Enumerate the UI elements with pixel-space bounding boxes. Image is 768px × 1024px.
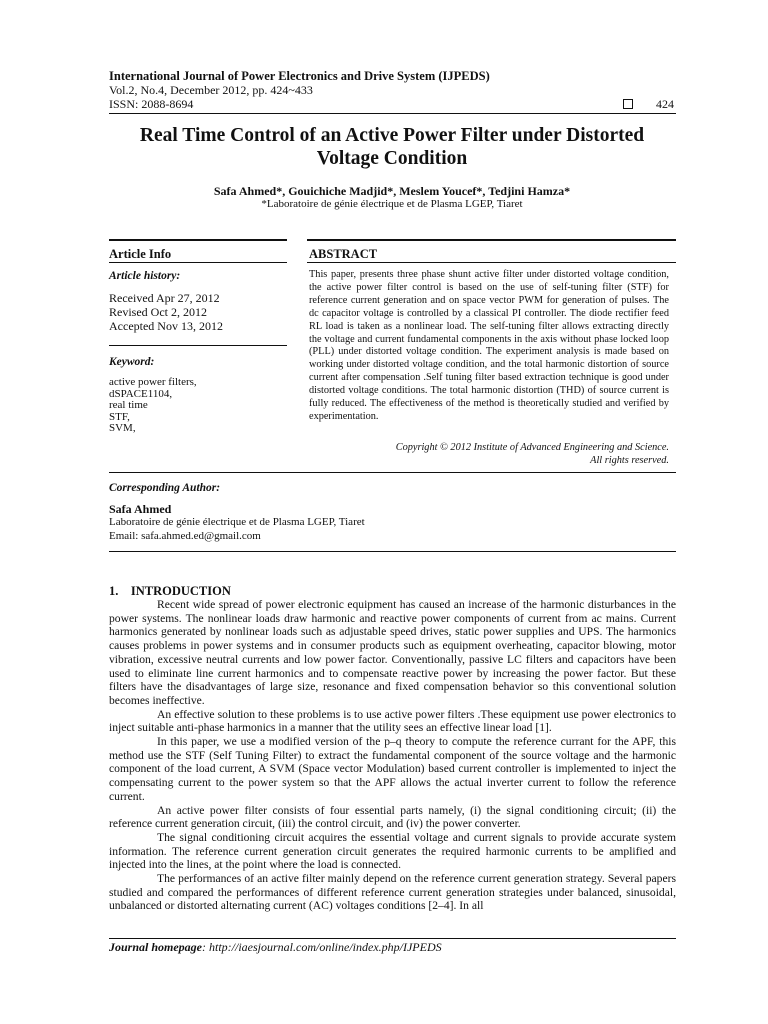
keyword-heading: Keyword: [109,356,155,368]
abstract-top-rule [307,239,676,241]
body-paragraph: The performances of an active filter mainly depend on the reference current generation strategy. Several papers studied and compared the performances of different reference current generation strategies under balanced, sinusoidal, unbalanced or distorted alternating current (AC) voltages conditions [2–4]. In all [109,872,676,913]
body-paragraph: An active power filter consists of four essential parts namely, (i) the signal conditioning circuit; (ii) the reference current generation circuit, (iii) the control circuit, and (iv) the power converter. [109,803,676,831]
copyright-line-1: Copyright © 2012 Institute of Advanced Engineering and Science. [395,442,669,453]
journal-homepage-label: Journal homepage [109,940,203,954]
title-line-2: Voltage Condition [316,148,468,169]
footer-rule [109,938,676,939]
corresponding-bottom-rule [109,551,676,552]
corresponding-author-affiliation: Laboratoire de génie électrique et de Plasma LGEP, Tiaret [109,516,365,528]
accepted-date: Accepted Nov 13, 2012 [109,319,223,333]
journal-issn: ISSN: 2088-8694 [109,97,194,111]
body-paragraph: In this paper, we use a modified version of the p–q theory to compute the reference currant for the APF, this method use the STF (Self Tuning Filter) to extract the fundamental component of the source voltage and the harmonic component of the load current, A SVM (Space vector Modulation) based current controller is implemented to inject the compensating current to the power system so that the APF allows the actual inverter current to follow the reference current. [109,735,676,803]
introduction-body [109,598,676,913]
corresponding-author-email: Email: safa.ahmed.ed@gmail.com [109,530,261,542]
article-info-head-rule [109,262,287,263]
article-info-top-rule [109,239,287,241]
page-number: 424 [656,97,674,111]
square-bullet-icon [623,99,633,109]
body-paragraph: An effective solution to these problems is to use active power filters .These equipment use power electronics to inject suitable anti-phase harmonics in a manner that the utility sees an effective linear load [1]. [109,707,676,735]
abstract-text: This paper, presents three phase shunt active filter under distorted voltage condition, the active power filter control is based on the use of self-tuning filter (STF) for reference current generation and on space vector PWM for generation of pulses. The dc capacitor voltage is controlled by a classical PI controller. The diode rectifier feed RL load is taken as a nonlinear load. The self-tuning filter allows extracting directly the voltage and current fundamental components in the axis without phase locked loop (PLL) under distorted voltage condition. The experiment analysis is made based on working under distorted voltage condition, and the total harmonic distortion of source current after compensation .Self tuning filter based extraction technique is good under distorted voltage conditions. The total harmonic distortion (THD) of source current is fully reduced. The effectiveness of the method is theoretically studied and verified by experimentation. [309,269,669,422]
journal-volume: Vol.2, No.4, December 2012, pp. 424~433 [109,83,313,97]
abstract-head-rule [307,262,676,263]
abstract-heading: ABSTRACT [309,247,378,261]
copyright [309,441,669,467]
keyword-item: real time [109,399,148,412]
journal-homepage-url[interactable]: : http://iaesjournal.com/online/index.php/IJPEDS [202,940,442,954]
header-rule [109,113,676,114]
article-history-heading: Article history: [109,270,181,282]
history-divider [109,345,287,346]
keyword-item: SVM, [109,422,136,435]
received-date: Received Apr 27, 2012 [109,291,220,305]
journal-name: International Journal of Power Electronics and Drive System (IJPEDS) [109,69,490,83]
keyword-item: active power filters, [109,376,197,388]
copyright-line-2: All rights reserved. [590,455,669,466]
abstract-bottom-rule [109,472,676,473]
corresponding-author-heading: Corresponding Author: [109,482,221,494]
body-paragraph: The signal conditioning circuit acquires the essential voltage and current signals to provide accurate system information. The reference current generation circuit generates the required harmonic currents to be amplified and injected into the lines, at the point where the load is connected. [109,830,676,872]
keyword-item: STF, [109,410,130,423]
keyword-list [109,377,197,435]
introduction-heading: 1. INTRODUCTION [109,584,231,598]
authors: Safa Ahmed*, Gouichiche Madjid*, Meslem Youcef*, Tedjini Hamza* [213,184,571,198]
paper-title [109,124,675,170]
title-line-1: Real Time Control of an Active Power Filter under Distorted [139,125,645,146]
affiliation: *Laboratoire de génie électrique et de Plasma LGEP, Tiaret [261,198,523,210]
body-paragraph: Recent wide spread of power electronic equipment has caused an increase of the harmonic disturbances in the power systems. The nonlinear loads draw harmonic and reactive power components of current from ac mains. Current harmonics generated by nonlinear loads such as adjustable speed drives, static power supplies and UPS. The harmonics causes problems in power systems and in consumer products such as equipment overheating, capacitor blowing, motor vibration, excessive neutral currents and low power factor. Conventionally, passive LC filters and capacitors have been used to eliminate line current harmonics and to compensate reactive power by increasing the power factor. But these filters have the disadvantages of large size, resonance and fixed compensation behavior so this conventional solution becomes ineffective. [109,598,676,707]
article-info-heading: Article Info [109,247,172,261]
keyword-item: dSPACE1104, [109,387,173,400]
revised-date: Revised Oct 2, 2012 [109,305,207,319]
journal-homepage [109,940,442,955]
corresponding-author-name: Safa Ahmed [109,502,172,516]
